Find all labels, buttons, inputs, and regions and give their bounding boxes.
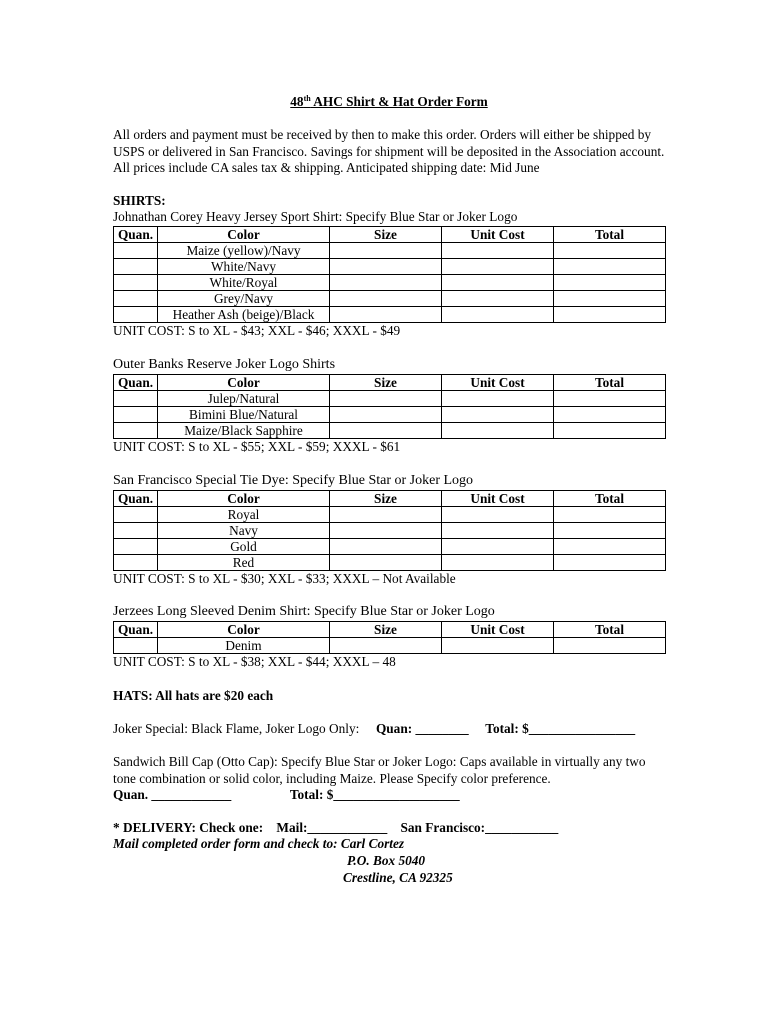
unit-cost-cell[interactable] — [442, 243, 554, 259]
total-cell[interactable] — [554, 422, 666, 438]
size-cell[interactable] — [330, 275, 442, 291]
size-cell[interactable] — [330, 307, 442, 323]
size-cell[interactable] — [330, 259, 442, 275]
total-cell[interactable] — [554, 259, 666, 275]
unit-cost-cell[interactable] — [442, 506, 554, 522]
quan-header: Quan. — [114, 227, 158, 243]
quan-cell[interactable] — [114, 506, 158, 522]
unit-cost-note: UNIT COST: S to XL - $30; XXL - $33; XXXL – Not Available — [113, 570, 456, 586]
total-cell[interactable] — [554, 538, 666, 554]
color-cell: Grey/Navy — [158, 291, 330, 307]
unit-cost-cell[interactable] — [442, 554, 554, 570]
order-form — [113, 94, 665, 886]
total-header: Total — [554, 227, 666, 243]
form-title: 48th AHC Shirt & Hat Order Form — [290, 94, 488, 109]
mailing-instructions: Mail completed order form and check to: Carl Cortez — [113, 836, 405, 852]
total-cell[interactable] — [554, 390, 666, 406]
table-row — [114, 554, 666, 570]
color-cell: Denim — [158, 638, 330, 654]
table-header-row — [114, 622, 666, 638]
table-row — [114, 638, 666, 654]
table-row — [114, 275, 666, 291]
shirt-section-title: Johnathan Corey Heavy Jersey Sport Shirt: Specify Blue Star or Joker Logo — [113, 209, 518, 225]
color-cell: Navy — [158, 522, 330, 538]
table-row — [114, 506, 666, 522]
size-header: Size — [330, 374, 442, 390]
color-header: Color — [158, 622, 330, 638]
shirts-heading: SHIRTS: — [113, 192, 166, 208]
color-cell: Gold — [158, 538, 330, 554]
color-cell: Heather Ash (beige)/Black — [158, 307, 330, 323]
table-header-row — [114, 490, 666, 506]
quan-cell[interactable] — [114, 638, 158, 654]
order-table — [113, 374, 666, 439]
table-row — [114, 259, 666, 275]
mailing-city: Crestline, CA 92325 — [343, 869, 453, 885]
table-row — [114, 406, 666, 422]
total-header: Total — [554, 374, 666, 390]
total-cell[interactable] — [554, 506, 666, 522]
unit-cost-note: UNIT COST: S to XL - $38; XXL - $44; XXXL – 48 — [113, 654, 396, 670]
table-row — [114, 390, 666, 406]
size-cell[interactable] — [330, 406, 442, 422]
quan-header: Quan. — [114, 490, 158, 506]
shirt-section-title: Jerzees Long Sleeved Denim Shirt: Specify Blue Star or Joker Logo — [113, 604, 495, 620]
san-francisco-option-field[interactable]: San Francisco:___________ — [400, 819, 559, 835]
size-cell[interactable] — [330, 506, 442, 522]
size-header: Size — [330, 622, 442, 638]
table-row — [114, 307, 666, 323]
unit-cost-cell[interactable] — [442, 522, 554, 538]
quan-cell[interactable] — [114, 422, 158, 438]
unit-cost-header: Unit Cost — [442, 227, 554, 243]
size-cell[interactable] — [330, 638, 442, 654]
total-cell[interactable] — [554, 406, 666, 422]
unit-cost-cell[interactable] — [442, 291, 554, 307]
size-cell[interactable] — [330, 243, 442, 259]
color-cell: White/Navy — [158, 259, 330, 275]
table-row — [114, 243, 666, 259]
size-cell[interactable] — [330, 291, 442, 307]
color-cell: Royal — [158, 506, 330, 522]
sandwich-quan-line — [113, 787, 665, 804]
table-row — [114, 522, 666, 538]
color-header: Color — [158, 490, 330, 506]
quan-cell[interactable] — [114, 307, 158, 323]
mail-option-field[interactable]: Mail:____________ — [276, 819, 388, 835]
table-header-row — [114, 227, 666, 243]
joker-total-field[interactable]: Total: $________________ — [485, 721, 636, 737]
total-cell[interactable] — [554, 275, 666, 291]
table-row — [114, 291, 666, 307]
total-cell[interactable] — [554, 307, 666, 323]
unit-cost-cell[interactable] — [442, 406, 554, 422]
color-cell: White/Royal — [158, 275, 330, 291]
color-header: Color — [158, 374, 330, 390]
unit-cost-cell[interactable] — [442, 307, 554, 323]
size-header: Size — [330, 227, 442, 243]
order-table — [113, 226, 666, 323]
total-cell[interactable] — [554, 638, 666, 654]
table-row — [114, 422, 666, 438]
size-cell[interactable] — [330, 422, 442, 438]
sandwich-quan-field[interactable]: Quan. ____________ — [113, 787, 232, 803]
shirt-section-title: Outer Banks Reserve Joker Logo Shirts — [113, 356, 336, 372]
quan-cell[interactable] — [114, 554, 158, 570]
sandwich-total-field[interactable]: Total: $___________________ — [289, 787, 460, 803]
quan-cell[interactable] — [114, 538, 158, 554]
unit-cost-cell[interactable] — [442, 638, 554, 654]
unit-cost-header: Unit Cost — [442, 622, 554, 638]
hats-heading: HATS: All hats are $20 each — [113, 687, 274, 703]
quan-cell[interactable] — [114, 259, 158, 275]
quan-header: Quan. — [114, 622, 158, 638]
unit-cost-note: UNIT COST: S to XL - $55; XXL - $59; XXXL - $61 — [113, 438, 401, 454]
color-cell: Maize (yellow)/Navy — [158, 243, 330, 259]
quan-cell[interactable] — [114, 406, 158, 422]
unit-cost-cell[interactable] — [442, 275, 554, 291]
color-cell: Julep/Natural — [158, 390, 330, 406]
joker-quan-field[interactable]: Quan: ________ — [375, 721, 469, 737]
table-row — [114, 538, 666, 554]
unit-cost-cell[interactable] — [442, 422, 554, 438]
unit-cost-cell[interactable] — [442, 259, 554, 275]
quan-cell[interactable] — [114, 243, 158, 259]
size-cell[interactable] — [330, 522, 442, 538]
unit-cost-header: Unit Cost — [442, 490, 554, 506]
quan-header: Quan. — [114, 374, 158, 390]
joker-special-line — [113, 721, 665, 738]
total-header: Total — [554, 490, 666, 506]
total-header: Total — [554, 622, 666, 638]
size-cell[interactable] — [330, 538, 442, 554]
color-cell: Red — [158, 554, 330, 570]
sandwich-cap-text: Sandwich Bill Cap (Otto Cap): Specify Blue Star or Joker Logo: Caps available in virtually any two tone combination or solid color, including Maize. Please Specify color preference. — [113, 753, 646, 786]
total-cell[interactable] — [554, 522, 666, 538]
shirt-section-title: San Francisco Special Tie Dye: Specify Blue Star or Joker Logo — [113, 472, 474, 488]
unit-cost-cell[interactable] — [442, 538, 554, 554]
total-cell[interactable] — [554, 291, 666, 307]
unit-cost-note: UNIT COST: S to XL - $43; XXL - $46; XXXL - $49 — [113, 323, 401, 339]
joker-special-label: Joker Special: Black Flame, Joker Logo Only: — [113, 721, 360, 737]
delivery-line — [113, 820, 665, 837]
quan-cell[interactable] — [114, 291, 158, 307]
size-header: Size — [330, 490, 442, 506]
color-header: Color — [158, 227, 330, 243]
quan-cell[interactable] — [114, 522, 158, 538]
total-cell[interactable] — [554, 243, 666, 259]
order-table — [113, 490, 666, 571]
intro-paragraph: All orders and payment must be received by then to make this order. Orders will either be shipped by USPS or delivered in San Francisco. Savings for shipment will be deposited in the Association account. All prices include CA sales tax & shipping. Anticipated shipping date: Mid June — [113, 127, 665, 176]
quan-cell[interactable] — [114, 275, 158, 291]
mailing-po-box: P.O. Box 5040 — [347, 852, 426, 868]
color-cell: Bimini Blue/Natural — [158, 406, 330, 422]
unit-cost-header: Unit Cost — [442, 374, 554, 390]
size-cell[interactable] — [330, 554, 442, 570]
quan-cell[interactable] — [114, 390, 158, 406]
order-table — [113, 621, 666, 654]
total-cell[interactable] — [554, 554, 666, 570]
table-header-row — [114, 374, 666, 390]
unit-cost-cell[interactable] — [442, 390, 554, 406]
delivery-label: * DELIVERY: Check one: — [113, 819, 264, 835]
size-cell[interactable] — [330, 390, 442, 406]
color-cell: Maize/Black Sapphire — [158, 422, 330, 438]
